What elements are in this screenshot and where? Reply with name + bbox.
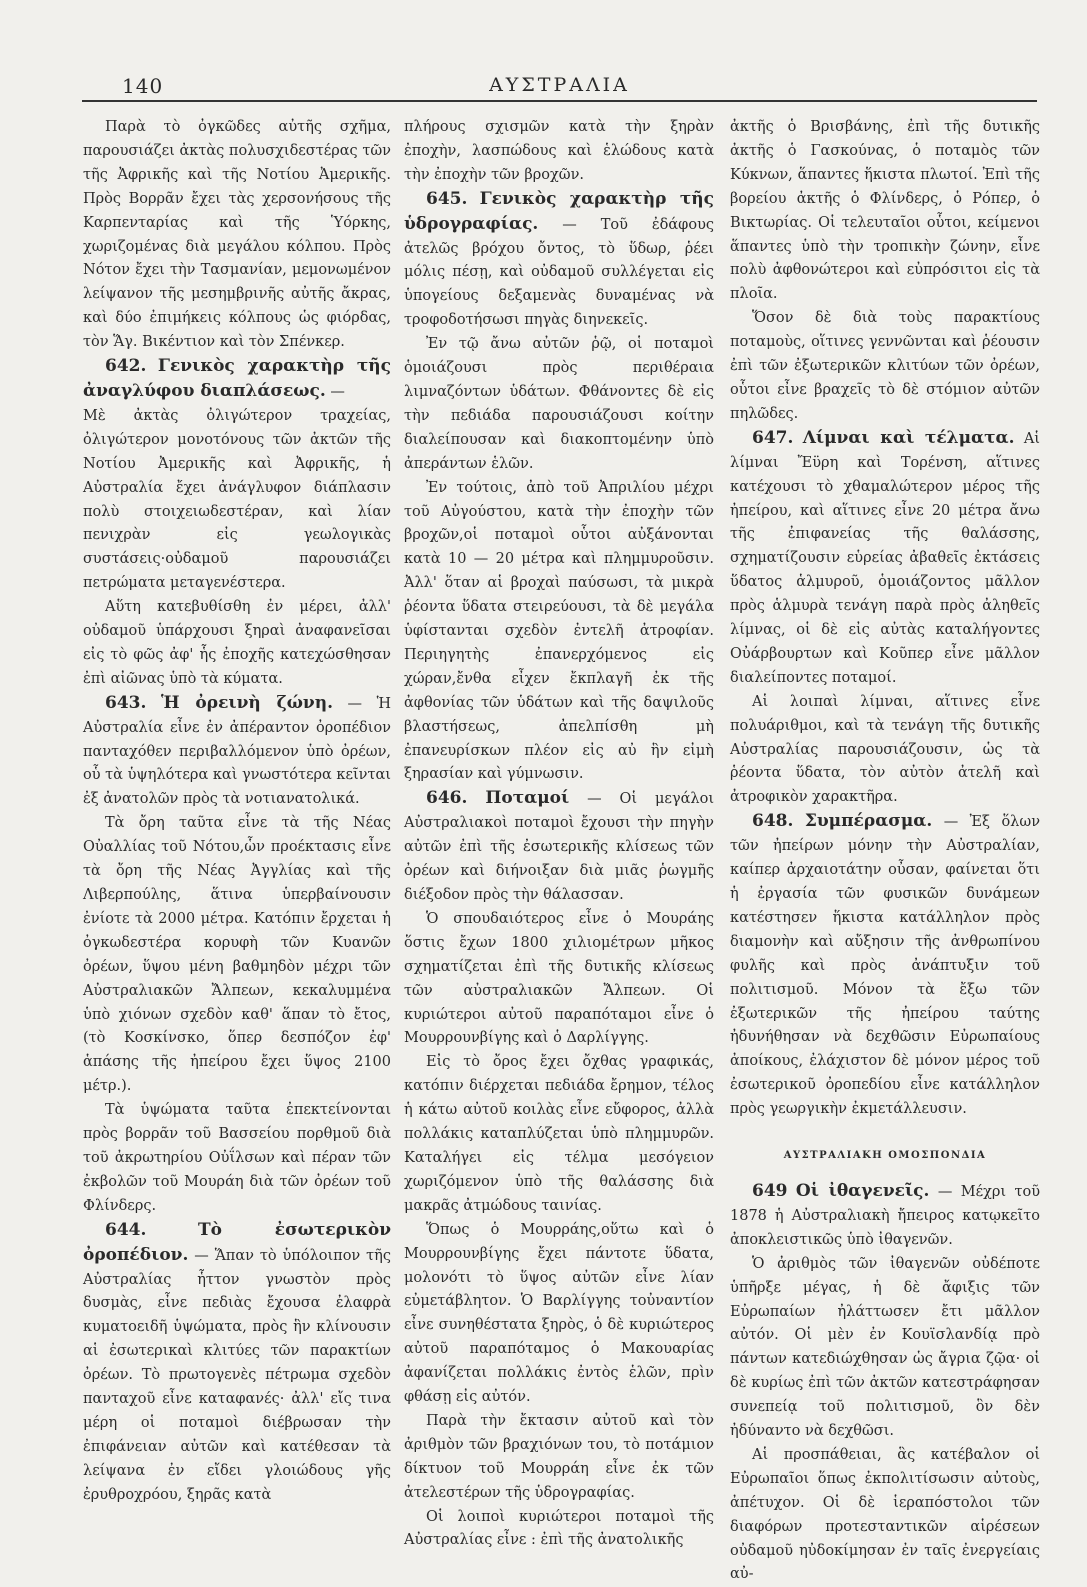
column-1 xyxy=(83,116,391,1508)
section-title: Γενικὸς χαρακτὴρ τῆς ἀναγλύφου διαπλάσεως. xyxy=(83,356,392,401)
section-number: 645. xyxy=(426,188,468,209)
paragraph: Τοῦ ἐδάφους ἀτελῶς βρόχου ὄντος, τὸ ὕδωρ, ῥέει μόλις πέσῃ, καὶ οὐδαμοῦ συλλέγεται εἰς ὑπογείους δεξαμενὰς δυναμένας νὰ τροφοδοτήσωσι πηγὰς διηνεκεῖς. xyxy=(404,216,715,329)
page-number: 140 xyxy=(122,74,164,98)
paragraph: Αὕτη κατεβυθίσθη ἐν μέρει, ἀλλ' οὐδαμοῦ ὑπάρχουσι ξηραὶ ἀναφανεῖσαι εἰς τὸ φῶς ἀφ' ἧς ἐποχῆς κατεχώσθησαν ἐπὶ αἰῶνας ὑπὸ τὰ κύματα. xyxy=(83,599,391,687)
paragraph: Ἅπαν τὸ ὑπόλοιπον τῆς Αὐστραλίας ἧττον γνωστὸν πρὸς δυσμὰς, εἶνε πεδιὰς ἔχουσα ἐλαφρὰ κυματοειδῆ ὑψώματα, πρὸς ἣν κλίνουσιν αἱ ἐσωτερικαὶ κλιτύες τῶν παρακτίων ὀρέων. Τὸ πρωτογενὲς πέτρωμα σχεδὸν πανταχοῦ εἶνε καταφανές· ἀλλ' εἴς τινα μέρη οἱ ποταμοὶ διέβρωσαν τὴν ἐπιφάνειαν αὐτῶν καὶ κατέθεσαν τὰ λείψανα ἐν εἴδει γλοιώδους γῆς ἐρυθροχρόου, ξηρᾶς κατὰ xyxy=(83,1247,391,1503)
header-rule xyxy=(82,100,1037,102)
column-3 xyxy=(730,116,1040,1587)
section-number: 644. xyxy=(105,1219,147,1240)
running-title: ΑΥΣΤΡΑΛΙΑ xyxy=(489,74,630,96)
section-642: 642. Γενικὸς χαρακτὴρ τῆς ἀναγλύφου διαπλάσεως. — xyxy=(83,356,392,401)
section-number: 649 xyxy=(752,1180,788,1201)
section-title: Τὸ ἐσωτερικὸν ὀροπέδιον. xyxy=(83,1219,391,1265)
paragraph: Παρὰ τὴν ἔκτασιν αὐτοῦ καὶ τὸν ἀριθμὸν τῶν βραχιόνων του, τὸ ποτάμιον δίκτυον τοῦ Μουρράη εἶνε ἐκ τῶν ἀτελεστέρων τῆς ὑδρογραφίας. xyxy=(404,1412,714,1501)
section-title: Συμπέρασμα. xyxy=(804,811,933,832)
section-647 xyxy=(730,427,1040,691)
paragraph: Παρὰ τὸ ὀγκῶδες αὐτῆς σχῆμα, παρουσιάζει ἀκτὰς πολυσχιδεστέρας τῶν τῆς Ἀφρικῆς καὶ τῆς Νοτίου Ἀμερικῆς. Πρὸς Βορρᾶν ἔχει τὰς χερσονήσους τῆς Καρπενταρίας καὶ τῆς Ὑόρκης, χωριζομένας διὰ μεγάλου κόλπου. Πρὸς Νότον ἔχει τὴν Τασμανίαν, μεμονωμένον λείψανον τῆς μεσημβρινῆς αὐτῆς ἄκρας, καὶ δύο ἐπιμήκεις κόλπους ὡς φιόρδας, τὸν Ἅγ. Βικέντιον καὶ τὸν Σπένκερ. xyxy=(83,119,391,351)
paragraph: Ὅπως ὁ Μουρράης,οὕτω καὶ ὁ Μουρρουνβίγης ἔχει πάντοτε ὕδατα, μολονότι τὸ ὕψος αὐτῶν εἶνε λίαν εὐμετάβλητον. Ὁ Βαρλίγγης τοὐναντίον εἶνε συνηθέστατα ξηρὸς, ὁ δὲ κυριώτερος αὐτοῦ παραπόταμος ὁ Μακουαρίας ἀφανίζεται πολλάκις ἐντὸς ἑλῶν, πρὶν φθάσῃ εἰς αὐτόν. xyxy=(404,1221,714,1406)
paragraph: ἀκτῆς ὁ Βρισβάνης, ἐπὶ τῆς δυτικῆς ἀκτῆς ὁ Γασκούνας, ὁ ποταμὸς τῶν Κύκνων, ἅπαντες ἥκιστα πλωτοί. Ἐπὶ τῆς βορείου ἀκτῆς ὁ Φλίνδερς, ὁ Ρόπερ, ὁ Βικτωρίας. Οἱ τελευταῖοι οὗτοι, κείμενοι ἅπαντες ὑπὸ τὴν τροπικὴν ζώνην, εἶνε πολὺ ἀφθονώτεροι καὶ εὐπρόσιτοι εἰς τὰ πλοῖα. xyxy=(730,119,1040,303)
section-title: Ποταμοί xyxy=(485,788,570,809)
chapter-heading: ΑΥΣΤΡΑΛΙΑΚΗ ΟΜΟΣΠΟΝΔΙΑ xyxy=(783,1150,987,1162)
section-644: 644. Τὸ ἐσωτερικὸν ὀροπέδιον. — Ἅπαν τὸ ὑπόλοιπον τῆς Αὐστραλίας ἧττον γνωστὸν πρὸς δυσμὰς, εἶνε πεδιὰς ἔχουσα ἐλαφρὰ κυματοειδῆ ὑψώματα, πρὸς ἣν κλίνουσιν αἱ ἐσωτερικαὶ κλιτύες τῶν παρακτίων ὀρέων. Τὸ πρωτογενὲς πέτρωμα σχεδὸν πανταχοῦ εἶνε καταφανές· ἀλλ' εἴς τινα μέρη οἱ ποταμοὶ διέβρωσαν τὴν ἐπιφάνειαν αὐτῶν καὶ κατέθεσαν τὰ λείψανα ἐν εἴδει γλοιώδους γῆς ἐρυθροχρόου, ξηρᾶς κατὰ xyxy=(83,1219,391,1503)
paragraph: Ὅσον δὲ διὰ τοὺς παρακτίους ποταμοὺς, οἵτινες γεννῶνται καὶ ῥέουσιν ἐπὶ τῶν ἐξωτερικῶν κλιτύων τῶν ὀρέων, οὗτοι εἶνε βραχεῖς τὸ δὲ στόμιον αὐτῶν πηλῶδες. xyxy=(730,310,1040,422)
paragraph: Αἱ λοιπαὶ λίμναι, αἵτινες εἶνε πολυάριθμοι, καὶ τὰ τενάγη τῆς δυτικῆς Αὐστραλίας παρουσιάζουσιν, ὡς τὰ ῥέοντα ὕδατα, τὸν αὐτὸν ἀτελῆ καὶ ἀτροφικὸν χαρακτῆρα. xyxy=(730,693,1040,806)
section-648: 648. Συμπέρασμα. — Ἐξ ὅλων τῶν ἠπείρων μόνην τὴν Αὐστραλίαν, καίπερ ἀρχαιοτάτην οὖσαν, φαίνεται ὅτι ἡ ἐργασία τῶν φυσικῶν δυνάμεων κατέστησεν ἥκιστα κατάλληλον πρὸς διαμονὴν καὶ αὔξησιν τῆς ἀνθρωπίνου φυλῆς καὶ πρὸς ἀνάπτυξιν τοῦ πολιτισμοῦ. Μόνον τὰ ἔξω τῶν ἐξωτερικῶν τῆς ἠπείρου ταύτης ἠδυνήθησαν νὰ δεχθῶσιν Εὐρωπαίους ἀποίκους, ἐλάχιστον δὲ μόνον μέρος τοῦ ἐσωτερικοῦ ὀροπεδίου εἶνε κατάλληλον πρὸς γεωργικὴν ἐκμετάλλευσιν. xyxy=(730,811,1041,1118)
paragraph: Ἡ Αὐστραλία εἶνε ἐν ἀπέραντον ὀροπέδιον πανταχόθεν περιβαλλόμενον ὑπὸ ὀρέων, οὗ τὰ ὑψηλότερα καὶ γνωστότερα κεῖνται ἐξ ἀνατολῶν πρὸς τὰ νοτιανατολικά. xyxy=(83,695,392,808)
section-645: 645. Γενικὸς χαρακτὴρ τῆς ὑδρογραφίας. — Τοῦ ἐδάφους ἀτελῶς βρόχου ὄντος, τὸ ὕδωρ, ῥέει μόλις πέσῃ, καὶ οὐδαμοῦ συλλέγεται εἰς ὑπογείους δεξαμενὰς δυναμένας νὰ τροφοδοτήσωσι πηγὰς διηνεκεῖς. xyxy=(404,188,715,329)
paragraph: Ὁ σπουδαιότερος εἶνε ὁ Μουράης ὅστις ἔχων 1800 χιλιομέτρων μῆκος σχηματίζεται ἐπὶ τῆς δυτικῆς κλίσεως τῶν αὐστραλιακῶν Ἄλπεων. Οἱ κυριώτεροι αὐτοῦ παραπόταμοι εἶνε ὁ Μουρρουνβίγης καὶ ὁ Δαρλίγγης. xyxy=(404,910,714,1047)
section-number: 648. xyxy=(752,811,794,832)
paragraph: Τὰ ὑψώματα ταῦτα ἐπεκτείνονται πρὸς βορρᾶν τοῦ Βασσείου πορθμοῦ διὰ τοῦ ἀκρωτηρίου Οὐΐλσων καὶ πέραν τῶν ἐκβολῶν τοῦ Μουράη διὰ τῶν ὀρέων τοῦ Φλίνδερς. xyxy=(83,1102,391,1214)
paragraph: Εἰς τὸ ὄρος ἔχει ὄχθας γραφικάς, κατόπιν διέρχεται πεδιάδα ἔρημον, τέλος ἡ κάτω αὐτοῦ κοιλὰς εἶνε εὔφορος, ἀλλὰ πολλάκις καταπλύζεται ὑπὸ πλημμυρῶν. Καταλήγει εἰς τέλμα μεσόγειον χωριζόμενον ὑπὸ τῆς θαλάσσης διὰ μακρᾶς ἀτμώδους ταινίας. xyxy=(404,1054,714,1214)
section-title: Λίμναι καὶ τέλματα. xyxy=(802,427,1015,448)
paragraph: πλήρους σχισμῶν κατὰ τὴν ξηρὰν ἐποχὴν, λασπώδους καὶ ἑλώδους κατὰ τὴν ἐποχὴν τῶν βροχῶν. xyxy=(404,119,714,183)
paragraph: Αἱ προσπάθειαι, ἃς κατέβαλον οἱ Εὐρωπαῖοι ὅπως ἐκπολιτίσωσιν αὐτοὺς, ἀπέτυχον. Οἱ δὲ ἱεραπόστολοι τῶν διαφόρων προτεσταντικῶν αἱρέσεων οὐδαμοῦ ηὐδοκίμησαν ἐν ταῖς ἐνεργείαις αὐ- xyxy=(730,1446,1040,1583)
paragraph: Ἐξ ὅλων τῶν ἠπείρων μόνην τὴν Αὐστραλίαν, καίπερ ἀρχαιοτάτην οὖσαν, φαίνεται ὅτι ἡ ἐργασία τῶν φυσικῶν δυνάμεων κατέστησεν ἥκιστα κατάλληλον πρὸς διαμονὴν καὶ αὔξησιν τῆς ἀνθρωπίνου φυλῆς καὶ πρὸς ἀνάπτυξιν τοῦ πολιτισμοῦ. Μόνον τὰ ἔξω τῶν ἐξωτερικῶν τῆς ἠπείρου ταύτης ἠδυνήθησαν νὰ δεχθῶσιν Εὐρωπαίους ἀποίκους, ἐλάχιστον δὲ μόνον μέρος τοῦ ἐσωτερικοῦ ὀροπεδίου εἶνε κατάλληλον πρὸς γεωργικὴν ἐκμετάλλευσιν. xyxy=(730,814,1041,1118)
section-number: 646. xyxy=(426,788,468,809)
section-649: 649 Οἱ ἰθαγενεῖς. — Μέχρι τοῦ 1878 ἡ Αὐστραλιακὴ ἤπειρος κατῳκεῖτο ἀποκλειστικῶς ὑπὸ ἰθαγενῶν. xyxy=(730,1180,1041,1248)
section-number: 643. xyxy=(105,692,147,713)
section-title: Γενικὸς χαρακτὴρ τῆς ὑδρογραφίας. xyxy=(404,188,714,234)
paragraph: Ὁ ἀριθμὸς τῶν ἰθαγενῶν οὐδέποτε ὑπῆρξε μέγας, ἡ δὲ ἄφιξις τῶν Εὐρωπαίων ἠλάττωσεν ἔτι μᾶλλον αὐτόν. Οἱ μὲν ἐν Κουϊσλανδίᾳ πρὸ πάντων κατεδιώχθησαν ὡς ἄγρια ζῷα· οἱ δὲ κυρίως ἐπὶ τῶν ἀκτῶν κατεστράφησαν συνεπείᾳ τοῦ πολιτισμοῦ, ὃν δὲν ἠδύναντο νὰ δεχθῶσι. xyxy=(730,1255,1040,1440)
section-643: 643. Ἡ ὀρεινὴ ζώνη. — Ἡ Αὐστραλία εἶνε ἐν ἀπέραντον ὀροπέδιον πανταχόθεν περιβαλλόμενον ὑπὸ ὀρέων, οὗ τὰ ὑψηλότερα καὶ γνωστότερα κεῖνται ἐξ ἀνατολῶν πρὸς τὰ νοτιανατολικά. xyxy=(83,692,392,808)
paragraph: Ἐν τῷ ἄνω αὐτῶν ῥῷ, οἱ ποταμοὶ ὁμοιάζουσι πρὸς περιθέραια λιμναζόντων ὑδάτων. Φθάνοντες δὲ εἰς τὴν πεδιάδα παρουσιάζουσι κοίτην διαλείπουσαν καὶ διακοπτομένην ὑπὸ ἀπεράντων ἑλῶν. xyxy=(404,336,714,472)
section-number: 647. xyxy=(752,427,794,448)
paragraph: Τὰ ὄρη ταῦτα εἶνε τὰ τῆς Νέας Οὐαλλίας τοῦ Νότου,ὧν προέκτασις εἶνε τὰ ὄρη τῆς Νέας Ἀγγλίας καὶ τῆς Λιβερπούλης, ἅτινα ὑπερβαίνουσιν ἐνίοτε τὰ 2000 μέτρα. Κατόπιν ἔρχεται ἡ ὀγκωδεστέρα κορυφὴ τῶν Κυανῶν ὀρέων, ὕψου μένη βαθμηδὸν μέχρι τῶν Αὐστραλιακῶν Ἄλπεων, κεκαλυμμένα ὑπὸ χιόνων σχεδὸν καθ' ἅπαν τὸ ἔτος, (τὸ Κοσκίνσκο, ὅπερ δεσπόζον ἐφ' ἁπάσης τῆς ἠπείρου ἔχει ὕψος 2100 μέτρ.). xyxy=(83,815,391,1095)
section-646: 646. Ποταμοί — Οἱ μεγάλοι Αὐστραλιακοὶ ποταμοὶ ἔχουσι τὴν πηγὴν αὐτῶν ἐπὶ τῆς ἐσωτερικῆς κλίσεως τῶν ὀρέων καὶ διήνοιξαν διὰ μιᾶς ῥωγμῆς διέξοδον πρὸς τὴν θάλασσαν. xyxy=(404,788,715,903)
paragraph: Ἐν τούτοις, ἀπὸ τοῦ Ἀπριλίου μέχρι τοῦ Αὐγούστου, κατὰ τὴν ἐποχὴν τῶν βροχῶν,οἱ ποταμοὶ οὗτοι αὐξάνονται κατὰ 10 — 20 μέτρα καὶ πλημμυροῦσιν. Ἀλλ' ὅταν αἱ βροχαὶ παύσωσι, τὰ μικρὰ ῥέοντα ὕδατα στειρεύουσι, τὰ δὲ μεγάλα ὑφίστανται σχεδὸν ἐντελῆ ἀτροφίαν. Περιηγητὴς ἐπανερχόμενος εἰς χώραν,ἔνθα εἶχεν ἔκπλαγῆ ἐκ τῆς ἀφθονίας τῶν ὑδάτων καὶ τῆς δαψιλοῦς βλαστήσεως, ἀπελπίσθη μὴ ἐπανευρίσκων πλέον εἰς αὐ ἣν εἰμὴ ξηρασίαν καὶ γύμνωσιν. xyxy=(404,479,714,783)
section-title: Ἡ ὀρεινὴ ζώνη. xyxy=(160,692,333,713)
paragraph: Μέχρι τοῦ 1878 ἡ Αὐστραλιακὴ ἤπειρος κατῳκεῖτο ἀποκλειστικῶς ὑπὸ ἰθαγενῶν. xyxy=(730,1183,1041,1248)
paragraph: Οἱ λοιποὶ κυριώτεροι ποταμοὶ τῆς Αὐστραλίας εἶνε : ἐπὶ τῆς ἀνατολικῆς xyxy=(404,1508,714,1549)
paragraph: Αἱ λίμναι Ἔϋρη καὶ Τορένση, αἵτινες κατέχουσι τὸ χθαμαλώτερον μέρος τῆς ἠπείρου, καὶ αἵτινες εἶνε 20 μέτρα ἄνω τῆς ἐπιφανείας τῆς θαλάσσης, σχηματίζουσιν εὑρείας ἀβαθεῖς ἐκτάσεις ὕδατος ἁλμυροῦ, ὁμοιάζοντος μᾶλλον πρὸς ἁλμυρὰ τενάγη παρὰ πρὸς ἀληθεῖς λίμνας, οἱ δὲ εἰς αὐτὰς καταλήγοντες Οὐάρβουρτων καὶ Κοῦπερ εἶνε μᾶλλον διαλείποντες ποταμοί. xyxy=(730,430,1040,686)
section-number: 642. xyxy=(105,356,147,377)
paragraph: Οἱ μεγάλοι Αὐστραλιακοὶ ποταμοὶ ἔχουσι τὴν πηγὴν αὐτῶν ἐπὶ τῆς ἐσωτερικῆς κλίσεως τῶν ὀρέων καὶ διήνοιξαν διὰ μιᾶς ῥωγμῆς διέξοδον πρὸς τὴν θάλασσαν. xyxy=(404,791,715,903)
page-header xyxy=(82,68,1037,102)
section-title: Οἱ ἰθαγενεῖς. xyxy=(795,1180,930,1201)
column-2 xyxy=(404,116,714,1553)
paragraph: Μὲ ἀκτὰς ὀλιγώτερον τραχείας, ὀλιγώτερον μονοτόνους τῶν ἀκτῶν τῆς Νοτίου Ἀμερικῆς καὶ Ἀφρικῆς, ἡ Αὐστραλία ἔχει ἀνάγλυφον διάπλασιν πολὺ στοιχειωδεστέραν, καὶ λίαν πενιχρὰν εἰς γεωλογικὰς συστάσεις·οὐδαμοῦ παρουσιάζει πετρώματα μεταγενέστερα. xyxy=(83,407,391,592)
